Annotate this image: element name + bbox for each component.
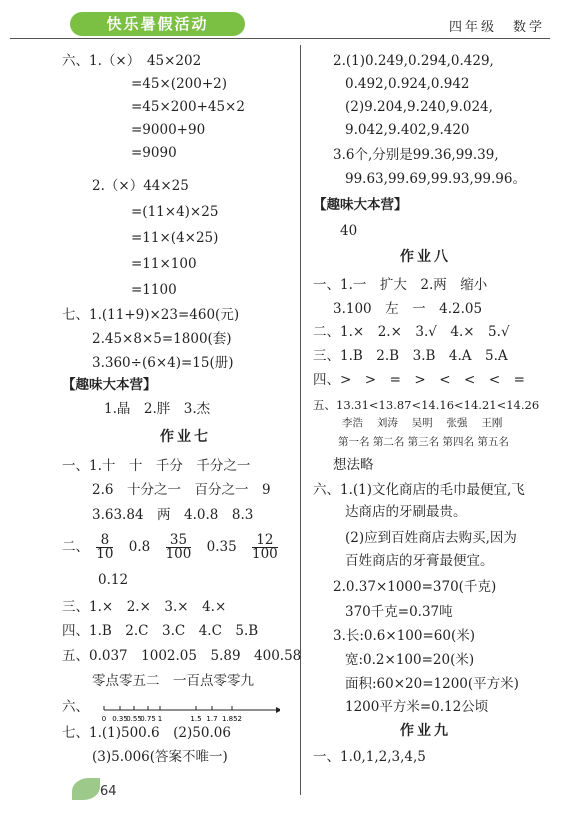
right-answer-line: 3.长:0.6×100=60(米): [333, 628, 476, 644]
number-line-tick-label: 1.5: [190, 715, 202, 723]
right-answer-line: (2)9.204,9.240,9.024,: [345, 99, 493, 115]
left-answer-line: =11×(4×25): [131, 230, 219, 246]
left-answer-line: (3)5.006(答案不唯一): [92, 749, 228, 765]
number-line-tick-label: 0.35: [112, 715, 128, 723]
number-line-tick-label: 0: [101, 715, 107, 723]
decimal: 0.35: [206, 539, 237, 555]
left-answer-line: 四、1.B 2.C 3.C 4.C 5.B: [62, 623, 259, 639]
number-line-label: 六、: [62, 699, 89, 715]
left-answer-line: 五、0.037 1002.05 5.89 400.58: [62, 648, 302, 664]
right-answer-line: 1200平方米=0.12公顷: [345, 699, 489, 715]
number-line-tick-label: 0.55: [126, 715, 142, 723]
left-answer-line: 1.晶 2.胖 3.杰: [104, 401, 211, 417]
right-answer-line: 一、1.0,1,2,3,4,5: [313, 749, 426, 765]
left-answer-line: =(11×4)×25: [131, 204, 219, 220]
right-answer-line: 0.492,0.924,0.942: [345, 76, 470, 92]
section-title-7: 作业七: [160, 429, 211, 445]
left-answer-line: 3.63.84 两 4.0.8 8.3: [92, 507, 254, 523]
left-answer-line: =45×200+45×2: [131, 99, 245, 115]
right-answer-line: (2)应到百姓商店去购买,因为: [345, 530, 517, 546]
decimal: 0.8: [128, 539, 151, 555]
number-line-tick-label: 1.7: [206, 715, 218, 723]
fraction: $\frac{8}{10}$: [96, 532, 114, 562]
left-answer-line: 0.12: [98, 572, 129, 588]
page-number: 64: [100, 784, 117, 799]
right-answer-line: 2.(1)0.249,0.294,0.429,: [333, 53, 494, 69]
left-answer-line: 2.（×）44×25: [92, 178, 189, 194]
rank-row: 第一名 第二名 第三名 第四名 第五名: [338, 436, 509, 448]
right-answer-line: 99.63,99.69,99.93,99.96。: [345, 171, 526, 187]
number-line-tick-label: 0.75: [140, 715, 156, 723]
right-answer-line: 六、1.(1)文化商店的毛巾最便宜,飞: [313, 482, 525, 498]
right-answer-line: 百姓商店的牙膏最便宜。: [345, 553, 494, 569]
fraction-row: [62, 534, 281, 561]
right-answer-line: 宽:0.2×100=20(米): [345, 652, 475, 668]
left-answer-line: =9000+90: [131, 122, 206, 138]
fraction: $\frac{35}{100}$: [165, 532, 192, 562]
left-answer-line: 三、1.× 2.× 3.× 4.×: [62, 599, 227, 615]
ordering-answer: 五、13.31<13.87<14.16<14.21<14.26: [313, 398, 540, 412]
fun-camp-heading-left: 【趣味大本营】: [62, 377, 157, 393]
right-answer-line: 四、> > = > < < < =: [313, 372, 525, 388]
header-divider: [10, 38, 550, 39]
fraction: $\frac{12}{100}$: [252, 532, 278, 562]
left-answer-line: =1100: [131, 282, 177, 298]
left-answer-line: 2.45×8×5=1800(套): [92, 331, 232, 347]
fraction-row-label: 二、: [62, 539, 89, 555]
left-answer-line: 七、1.(1)500.6 (2)50.06: [62, 725, 231, 741]
leaf-icon: [72, 778, 100, 800]
left-answer-line: 零点零五二 一百点零零九: [92, 673, 254, 689]
left-answer-line: 3.360÷(6×4)=15(册): [92, 355, 234, 371]
right-answer-line: 面积:60×20=1200(平方米): [345, 676, 519, 692]
right-answer-line: 370千克=0.37吨: [345, 604, 453, 620]
number-line-tick-label: 1: [157, 715, 163, 723]
fun-camp-heading-right: 【趣味大本营】: [313, 197, 408, 213]
right-answer-line: 9.042,9.402,9.420: [345, 122, 470, 138]
left-answer-line: 一、1.十 十 千分 千分之一: [62, 458, 251, 474]
right-answer-line: 40: [340, 223, 358, 239]
section-title-9: 作业九: [400, 723, 451, 739]
right-answer-line: 3.6个,分别是99.36,99.39,: [333, 147, 499, 163]
left-answer-line: 七、1.(11+9)×23=460(元): [62, 307, 240, 323]
right-answer-line: 达商店的牙刷最贵。: [345, 504, 467, 520]
number-line-tick-label: 1.852: [221, 715, 243, 723]
left-answer-line: 六、1.（×） 45×202: [62, 53, 202, 69]
header-banner: 快乐暑假活动: [70, 12, 245, 36]
grade-subject: 四年级 数学: [448, 20, 545, 35]
left-answer-line: =45×(200+2): [131, 76, 228, 92]
right-answer-line: 想法略: [333, 457, 374, 473]
right-answer-line: 三、1.B 2.B 3.B 4.A 5.A: [313, 348, 508, 364]
column-divider: [300, 45, 301, 795]
right-answer-line: 3.100 左 一 4.2.05: [333, 301, 483, 317]
name-row: 李浩 刘涛 吴明 张强 王刚: [342, 417, 503, 429]
page-header: [0, 0, 565, 40]
number-line: [100, 702, 280, 724]
right-answer-line: 2.0.37×1000=370(千克): [333, 579, 497, 595]
left-answer-line: 2.6 十分之一 百分之一 9: [92, 482, 271, 498]
left-answer-line: =9090: [131, 145, 177, 161]
section-title-8: 作业八: [400, 249, 451, 265]
right-answer-line: 二、1.× 2.× 3.√ 4.× 5.√: [313, 324, 510, 340]
left-answer-line: =11×100: [131, 256, 197, 272]
right-answer-line: 一、1.一 扩大 2.两 缩小: [313, 277, 488, 293]
